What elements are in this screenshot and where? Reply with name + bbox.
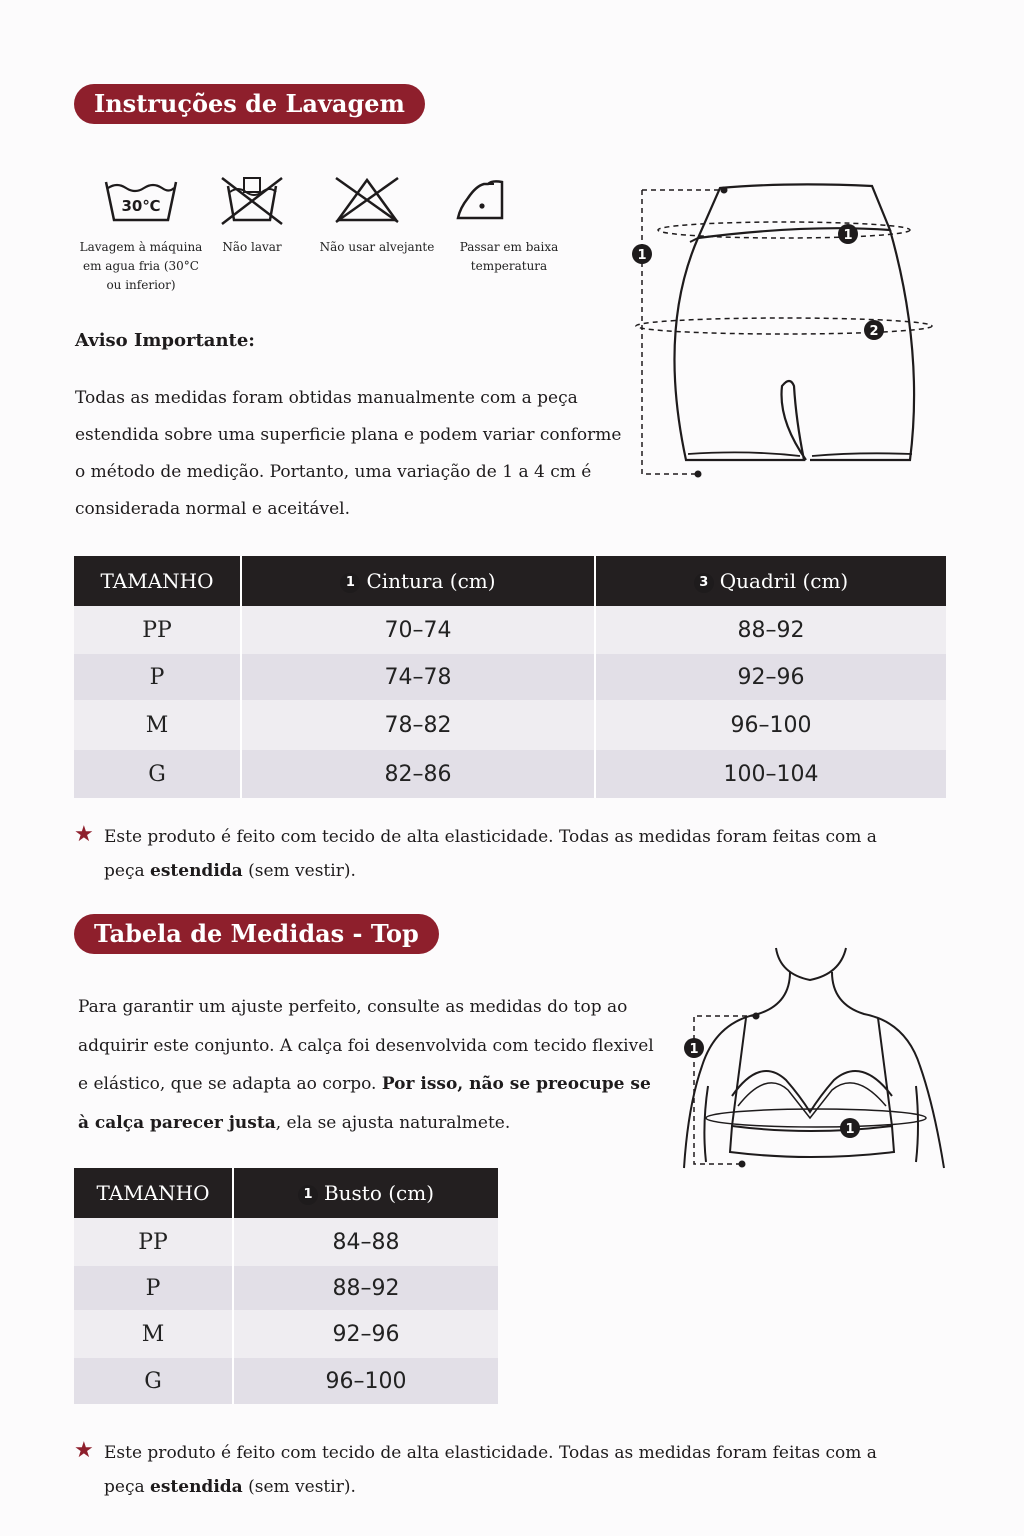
wash-30-icon: [104, 178, 178, 224]
star-icon: ★: [74, 1438, 94, 1463]
wash-temp-label: 30℃: [121, 197, 161, 215]
top-size-table: [74, 1168, 498, 1404]
header-size: TAMANHO: [74, 556, 241, 606]
iron-low-icon: [456, 176, 506, 222]
elasticity-note: ★ Este produto é feito com tecido de alta elasticidade. Todas as medidas foram feitas com a peça estendida (sem vestir).: [104, 820, 904, 888]
header-bust: 1 Busto (cm): [233, 1168, 498, 1218]
warning-title: Aviso Importante:: [75, 330, 255, 351]
table-row: PP 70–74 88–92: [74, 606, 946, 654]
table-row: G 82–86 100–104: [74, 750, 946, 798]
bra-diagram: [680, 946, 950, 1172]
shorts-diagram: [628, 180, 940, 480]
table-row: PP 84–88: [74, 1218, 498, 1266]
wash-caption: Lavagem à máquina em agua fria (30°C ou inferior): [79, 240, 203, 292]
table-row: P 88–92: [74, 1266, 498, 1310]
star-icon: ★: [74, 822, 94, 847]
table-row: G 96–100: [74, 1358, 498, 1404]
wash-section-title: Instruções de Lavagem: [74, 84, 425, 124]
no-wash-icon: [220, 176, 284, 226]
elasticity-note-2: ★ Este produto é feito com tecido de alta elasticidade. Todas as medidas foram feitas com a peça estendida (sem vestir).: [104, 1436, 904, 1504]
warning-text: Todas as medidas foram obtidas manualmente com a peça estendida sobre uma superficie plana e podem variar conforme o método de medição. Portanto, uma variação de 1 a 4 cm é considerada normal e aceitável.: [75, 388, 622, 519]
table-row: M 78–82 96–100: [74, 700, 946, 750]
no-wash-caption: Não lavar: [222, 240, 282, 254]
no-bleach-caption: Não usar alvejante: [319, 240, 435, 254]
iron-caption: Passar em baixa temperatura: [459, 240, 559, 273]
header-waist: 1 Cintura (cm): [241, 556, 595, 606]
no-bleach-icon: [334, 176, 400, 224]
shorts-marker-waist: 1: [843, 228, 853, 243]
bra-marker-length: 1: [689, 1042, 699, 1057]
top-section-title: Tabela de Medidas - Top: [74, 914, 439, 954]
header-hip: 3 Quadril (cm): [595, 556, 946, 606]
top-description: Para garantir um ajuste perfeito, consulte as medidas do top ao adquirir este conjunto. A calça foi desenvolvida com tecido flexivel e elástico, que se adapta ao corpo. Por isso, não se preocupe se à calça parecer justa, ela se ajusta naturalmete.: [78, 997, 654, 1133]
header-size: TAMANHO: [74, 1168, 233, 1218]
table-row: M 92–96: [74, 1310, 498, 1358]
shorts-marker-length: 1: [637, 248, 647, 263]
shorts-marker-hip: 2: [869, 324, 879, 339]
table-row: P 74–78 92–96: [74, 654, 946, 700]
bra-marker-bust: 1: [845, 1122, 855, 1137]
bottom-size-table: [74, 556, 946, 798]
